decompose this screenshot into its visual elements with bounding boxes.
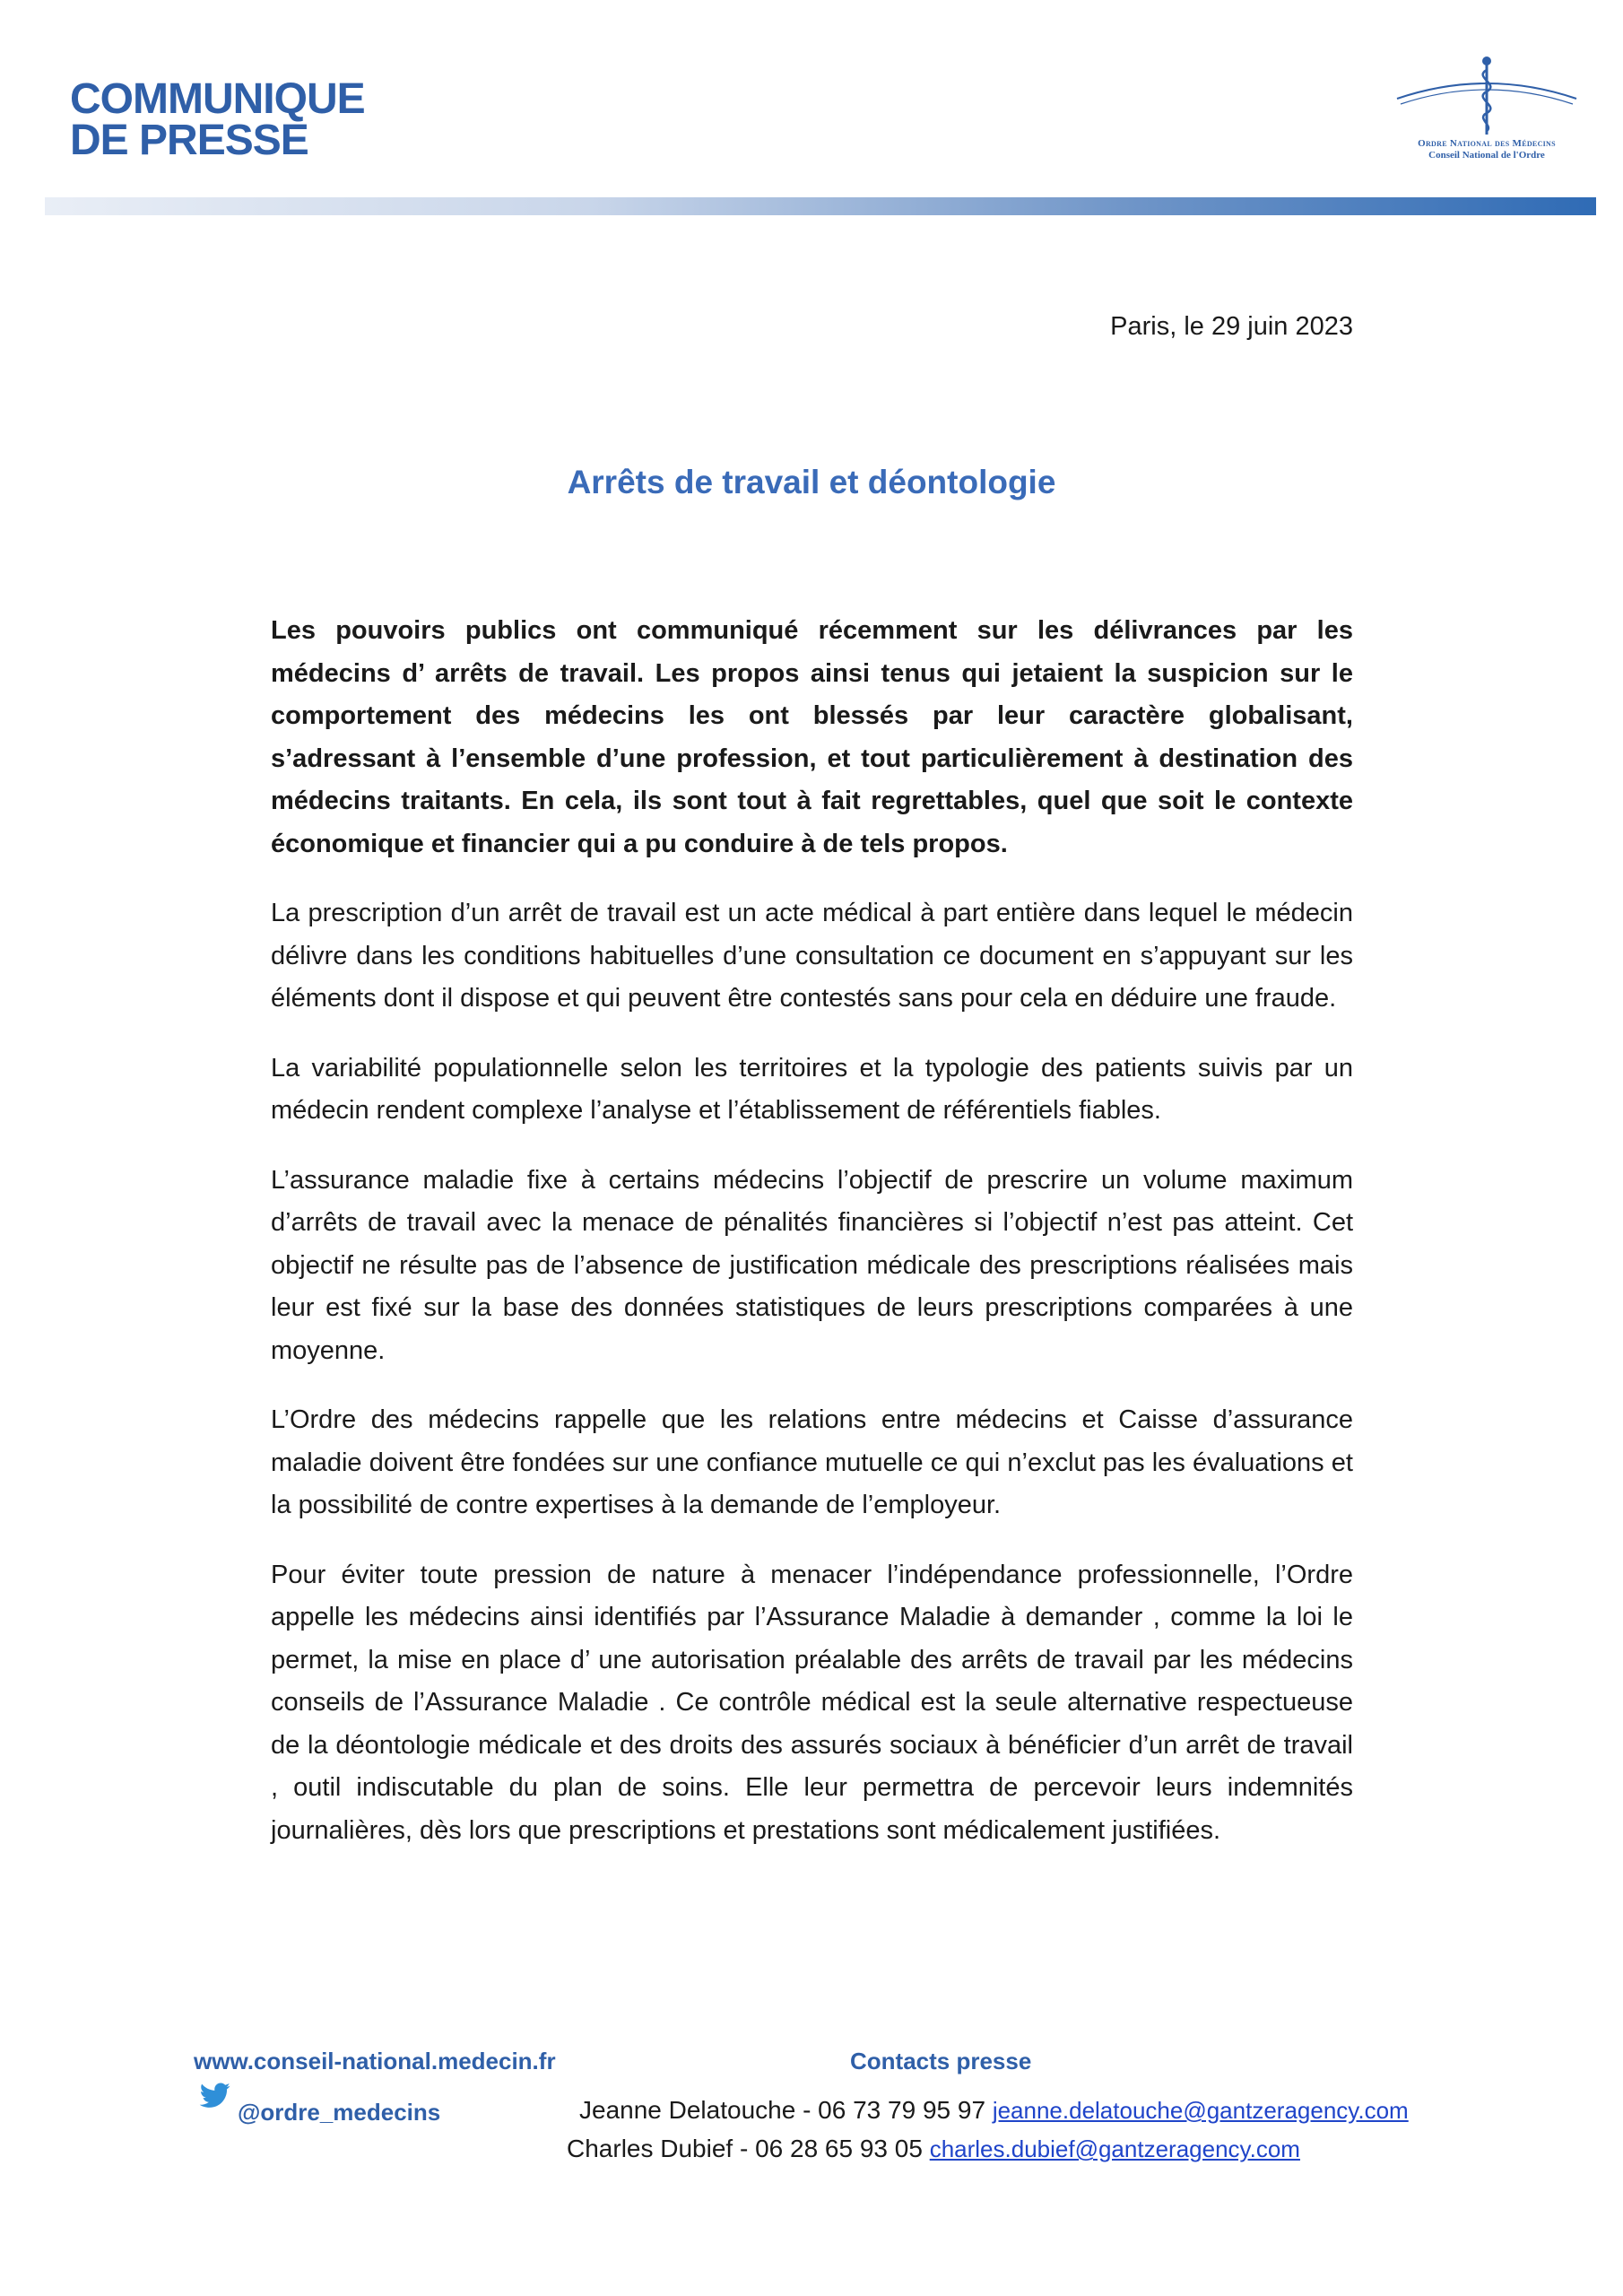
- contact-name-phone: Charles Dubief - 06 28 65 93 05: [567, 2135, 923, 2162]
- contact-email-link[interactable]: jeanne.delatouche@gantzeragency.com: [992, 2097, 1409, 2124]
- website-link[interactable]: www.conseil-national.medecin.fr: [194, 2048, 556, 2074]
- header-gradient-band: [45, 197, 1596, 215]
- document-title: Arrêts de travail et déontologie: [567, 464, 1056, 500]
- twitter-bird-icon: [199, 2083, 231, 2109]
- caduceus-logo: [1388, 52, 1585, 137]
- contact-charles: [567, 2135, 1300, 2163]
- twitter-handle[interactable]: @ordre_medecins: [238, 2099, 441, 2126]
- press-release-heading: [70, 75, 365, 164]
- paragraph: Pour éviter toute pression de nature à menacer l’indépendance professionnelle, l’Ordre appelle les médecins ainsi identifiés par l’Assurance Maladie à demander , comme la loi le permet, la mise en place d’ une autorisation préalable des arrêts de travail par les médecins conseils de l’Assurance Maladie . Ce contrôle médical est la seule alternative respectueuse de la déontologie médicale et des droits des assurés sociaux à bénéficier d’un arrêt de travail , outil indiscutable du plan de soins. Elle leur permettra de percevoir leurs indemnités journalières, dès lors que prescriptions et prestations sont médicalement justifiées.: [271, 1560, 1353, 1845]
- contact-name-phone: Jeanne Delatouche - 06 73 79 95 97: [579, 2096, 986, 2124]
- paragraph: La variabilité populationnelle selon les territoires et la typologie des patients suivis par un médecin rendent complexe l’analyse et l’établissement de référentiels fiables.: [271, 1053, 1353, 1125]
- logo-council-name: Conseil National de l'Ordre: [1428, 150, 1545, 161]
- contact-jeanne: [579, 2096, 1409, 2125]
- logo-org-name: Ordre National des Médecins: [1418, 138, 1556, 149]
- paragraph-lead: Les pouvoirs publics ont communiqué récemment sur les délivrances par les médecins d’ arrêts de travail. Les propos ainsi tenus qui jetaient la suspicion sur le comportement des médecins les ont blessés par leur caractère globalisant, s’adressant à l’ensemble d’une profession, et tout particulièrement à destination des médecins traitants. En cela, ils sont tout à fait regrettables, quel que soit le contexte économique et financier qui a pu conduire à de tels propos.: [271, 616, 1353, 858]
- paragraph: L’Ordre des médecins rappelle que les relations entre médecins et Caisse d’assurance maladie doivent être fondées sur une confiance mutuelle ce qui n’exclut pas les évaluations et la possibilité de contre expertises à la demande de l’employeur.: [271, 1405, 1353, 1519]
- heading-line-2: DE PRESSE: [70, 117, 308, 164]
- paragraph: La prescription d’un arrêt de travail est un acte médical à part entière dans lequel le médecin délivre dans les conditions habituelles d’une consultation ce document en s’appuyant sur les éléments dont il dispose et qui peuvent être contestés sans pour cela en déduire une fraude.: [271, 899, 1353, 1013]
- contact-email-link[interactable]: charles.dubief@gantzeragency.com: [929, 2135, 1300, 2162]
- release-date: Paris, le 29 juin 2023: [1110, 312, 1353, 341]
- ordre-medecins-logo: [1388, 52, 1585, 164]
- paragraph: L’assurance maladie fixe à certains médecins l’objectif de prescrire un volume maximum d’arrêts de travail avec la menace de pénalités financières si l’objectif n’est pas atteint. Cet objectif ne résulte pas de l’absence de justification médicale des prescriptions réalisées mais leur est fixé sur la base des données statistiques de leurs prescriptions comparées à une moyenne.: [271, 1165, 1353, 1365]
- document-body: [271, 610, 1353, 1879]
- press-contacts-heading: Contacts presse: [850, 2048, 1032, 2074]
- heading-line-1: COMMUNIQUE: [70, 75, 365, 123]
